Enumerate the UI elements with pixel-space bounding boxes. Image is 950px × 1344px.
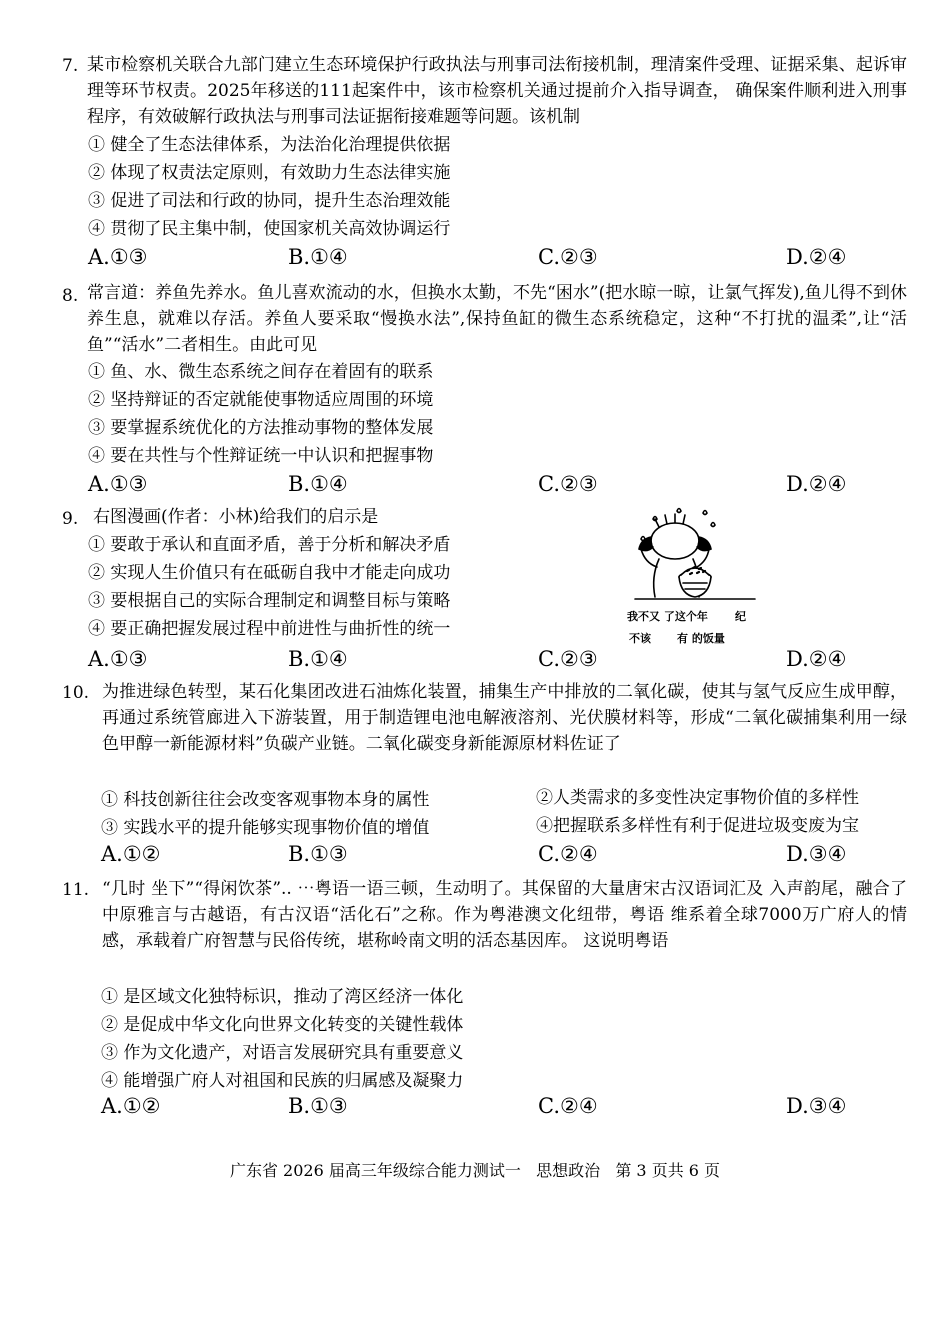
option-item: ③ 实践水平的提升能够实现事物价值的增值: [101, 818, 430, 838]
option-item: ② 坚持辩证的否定就能使事物适应周围的环境: [88, 390, 434, 410]
answer-choice-c: C.②④: [538, 842, 598, 866]
cartoon-caption-text: 有 的饭量: [677, 632, 725, 645]
answer-choice-d: D.②④: [786, 647, 847, 671]
option-item: ③ 要掌握系统优化的方法推动事物的整体发展: [88, 418, 434, 438]
answer-choice-d: D.②④: [786, 245, 847, 269]
answer-choice-d: D.③④: [786, 842, 847, 866]
question-stem: 为推进绿色转型，某石化集团改进石油炼化装置，捕集生产中排放的二氧化碳，使其与氢气反应生成甲醇，再通过系统管廊进入下游装置，用于制造锂电池电解液溶剂、光伏膜材料等，形成“二氧化碳捕集利用一绿色甲醇一新能源材料”负碳产业链。二氧化碳变身新能源原材料佐证了: [102, 682, 907, 754]
option-item: ② 体现了权责法定原则，有效助力生态法律实施: [88, 163, 451, 183]
option-item: ④ 要正确把握发展过程中前进性与曲折性的统一: [88, 619, 451, 639]
option-item: ③ 促进了司法和行政的协同，提升生态治理效能: [88, 191, 451, 211]
answer-choice-b: B.①④: [288, 472, 348, 496]
answer-choice-d: D.③④: [786, 1094, 847, 1118]
option-item: ③ 要根据自己的实际合理制定和调整目标与策略: [88, 591, 451, 611]
cartoon-illustration: [615, 503, 775, 653]
option-item: ②人类需求的多变性决定事物价值的多样性: [536, 788, 859, 808]
answer-choice-b: B.①③: [288, 842, 348, 866]
option-item: ① 是区域文化独特标识，推动了湾区经济一体化: [101, 987, 464, 1007]
answer-choice-c: C.②④: [538, 1094, 598, 1118]
cartoon-caption-text: 纪: [735, 610, 746, 623]
answer-choice-b: B.①③: [288, 1094, 348, 1118]
cartoon-caption-text: 不该: [629, 632, 651, 645]
option-item: ④ 要在共性与个性辩证统一中认识和把握事物: [88, 446, 434, 466]
option-item: ① 健全了生态法律体系，为法治化治理提供依据: [88, 135, 451, 155]
answer-choice-b: B.①④: [288, 245, 348, 269]
option-item: ④ 能增强广府人对祖国和民族的归属感及凝聚力: [101, 1071, 464, 1091]
question-number: 9.: [62, 509, 79, 529]
answer-choice-a: A.①②: [101, 842, 161, 866]
answer-choice-a: A.①③: [88, 245, 148, 269]
question-stem: 某市检察机关联合九部门建立生态环境保护行政执法与刑事司法衔接机制，理清案件受理、证据采集、起诉审理等环节权责。2025年移送的111起案件中，该市检察机关通过提前介入指导调查， 确保案件顺利进入刑事程序，有效破解行政执法与刑事司法证据衔接难题等问题。该机制: [87, 55, 907, 127]
question-stem: “几时 坐下”“得闲饮茶”.. ⋯粤语一语三顿，生动明了。其保留的大量唐宋古汉语词汇及 入声韵尾，融合了中原雅言与古越语，有古汉语“活化石”之称。作为粤港澳文化纽带，粤语 维系着全球7000万广府人的情感，承载着广府智慧与民俗传统，堪称岭南文明的活态基因库。 这说明粤语: [102, 879, 907, 951]
option-item: ③ 作为文化遗产，对语言发展研究具有重要意义: [101, 1043, 464, 1063]
option-item: ① 要敢于承认和直面矛盾，善于分析和解决矛盾: [88, 535, 451, 555]
answer-choice-a: A.①②: [101, 1094, 161, 1118]
question-number: 11.: [62, 880, 90, 900]
answer-choice-a: A.①③: [88, 647, 148, 671]
answer-choice-c: C.②③: [538, 472, 598, 496]
answer-choice-d: D.②④: [786, 472, 847, 496]
answer-choice-c: C.②③: [538, 647, 598, 671]
option-item: ② 实现人生价值只有在砥砺自我中才能走向成功: [88, 563, 451, 583]
question-stem: 常言道：养鱼先养水。鱼儿喜欢流动的水，但换水太勤，不先“困水”(把水晾一晾，让氯气挥发),鱼儿得不到休养生息，就难以存活。养鱼人要采取“慢换水法”,保持鱼缸的微生态系统稳定，这种“不打扰的温柔”,让“活鱼”“活水”二者相生。由此可见: [87, 283, 907, 355]
option-item: ② 是促成中华文化向世界文化转变的关键性载体: [101, 1015, 464, 1035]
option-item: ① 鱼、水、微生态系统之间存在着固有的联系: [88, 362, 434, 382]
answer-choice-c: C.②③: [538, 245, 598, 269]
answer-choice-b: B.①④: [288, 647, 348, 671]
question-number: 7.: [62, 56, 79, 76]
page-footer: 广东省 2026 届高三年级综合能力测试一 思想政治 第 3 页共 6 页: [229, 1161, 721, 1180]
question-stem: 右图漫画(作者：小林)给我们的启示是: [93, 507, 379, 527]
cartoon-caption-text: 我不又 了这个年: [627, 610, 708, 623]
option-item: ④把握联系多样性有利于促进垃圾变废为宝: [536, 816, 859, 836]
answer-choice-a: A.①③: [88, 472, 148, 496]
cartoon-drawing: [615, 503, 775, 603]
question-number: 10.: [62, 683, 90, 703]
question-number: 8.: [62, 286, 79, 306]
option-item: ① 科技创新往往会改变客观事物本身的属性: [101, 790, 430, 810]
option-item: ④ 贯彻了民主集中制，使国家机关高效协调运行: [88, 219, 451, 239]
